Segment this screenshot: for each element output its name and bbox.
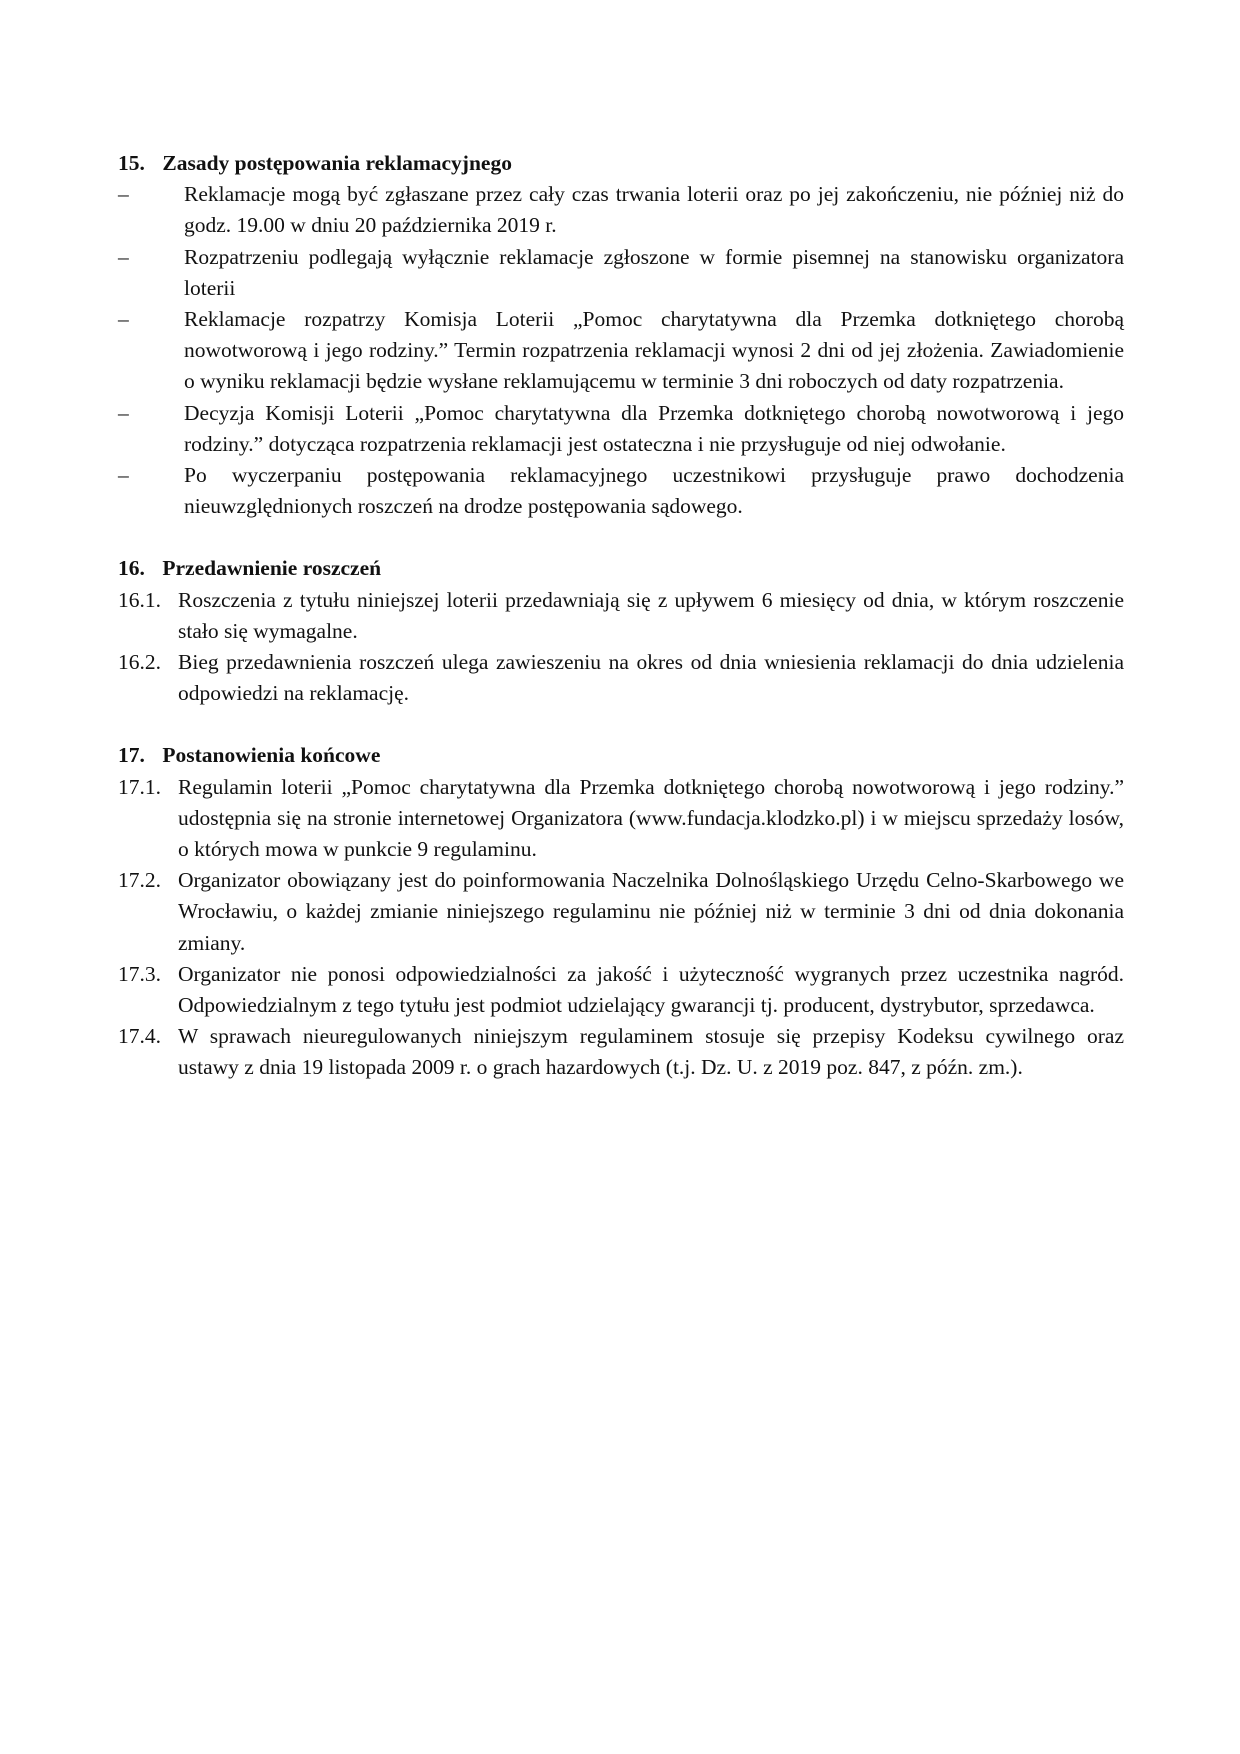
dash-bullet-icon: – <box>118 182 129 207</box>
clause-number: 17.2. <box>118 868 161 893</box>
list-item <box>118 242 1124 304</box>
clause-text: W sprawach nieuregulowanych niniejszym regulaminem stosuje się przepisy Kodeksu cywilnego oraz ustawy z dnia 19 listopada 2009 r. o grach hazardowych (t.j. Dz. U. z 2019 poz. 847, z późn. zm.). <box>178 1024 1124 1080</box>
section-title: Zasady postępowania reklamacyjnego <box>162 151 512 175</box>
clause-text: Organizator nie ponosi odpowiedzialności za jakość i użyteczność wygranych przez uczestnika nagród. Odpowiedzialnym z tego tytułu jest podmiot udzielający gwarancji tj. producent, dystrybutor, sprzedawca. <box>178 961 1124 1018</box>
section-17-final-provisions <box>118 740 1124 1083</box>
list-item <box>118 865 1124 959</box>
list-item <box>118 959 1124 1021</box>
dash-bullet-icon: – <box>118 244 129 269</box>
clause-number: 17.1. <box>118 774 161 799</box>
numbered-list <box>118 585 1124 710</box>
list-item <box>118 179 1124 241</box>
list-item <box>118 304 1124 398</box>
section-title: Przedawnienie roszczeń <box>162 556 382 581</box>
section-15-complaints <box>118 148 1124 522</box>
section-title: Postanowienia końcowe <box>162 743 381 768</box>
section-heading <box>118 148 1124 179</box>
section-heading <box>118 553 1124 584</box>
clause-number: 17.4. <box>118 1024 161 1049</box>
list-item <box>118 1021 1124 1083</box>
section-16-limitation <box>118 553 1124 709</box>
list-item-text: Reklamacje mogą być zgłaszane przez cały czas trwania loterii oraz po jej zakończeniu, nie później niż do godz. 19.00 w dniu 20 października 2019 r. <box>184 182 1124 238</box>
dash-bullet-icon: – <box>118 463 129 488</box>
numbered-list <box>118 772 1124 1084</box>
list-item-text: Decyzja Komisji Loterii „Pomoc charytatywna dla Przemka dotkniętego chorobą nowotworową i jego rodziny.” dotycząca rozpatrzenia reklamacji jest ostateczna i nie przysługuje od niej odwołanie. <box>184 400 1124 456</box>
dash-list <box>118 179 1124 522</box>
clause-text: Regulamin loterii „Pomoc charytatywna dla Przemka dotkniętego chorobą nowotworową i jego rodziny.” udostępnia się na stronie internetowej Organizatora (www.fundacja.klodzko.pl) i w miejscu sprzedaży losów, o których mowa w punkcie 9 regulaminu. <box>178 774 1124 862</box>
list-item <box>118 460 1124 522</box>
list-item-text: Rozpatrzeniu podlegają wyłącznie reklamacje zgłoszone w formie pisemnej na stanowisku organizatora loterii <box>184 244 1124 300</box>
list-item <box>118 398 1124 460</box>
clause-number: 16.1. <box>118 587 161 612</box>
clause-text: Roszczenia z tytułu niniejszej loterii przedawniają się z upływem 6 miesięcy od dnia, w którym roszczenie stało się wymagalne. <box>178 587 1124 643</box>
clause-number: 16.2. <box>118 650 161 675</box>
clause-text: Organizator obowiązany jest do poinformowania Naczelnika Dolnośląskiego Urzędu Celno-Skarbowego we Wrocławiu, o każdej zmianie niniejszego regulaminu nie później niż w terminie 3 dni od dnia dokonania zmiany. <box>178 868 1124 955</box>
list-item <box>118 585 1124 647</box>
list-item <box>118 772 1124 866</box>
section-heading <box>118 740 1124 771</box>
section-number: 16. <box>118 556 145 581</box>
list-item-text: Po wyczerpaniu postępowania reklamacyjnego uczestnikowi przysługuje prawo dochodzenia nieuwzględnionych roszczeń na drodze postępowania sądowego. <box>184 463 1124 519</box>
clause-number: 17.3. <box>118 961 161 986</box>
section-number: 17. <box>118 743 145 768</box>
dash-bullet-icon: – <box>118 400 129 425</box>
document-page <box>118 148 1124 1084</box>
list-item <box>118 647 1124 709</box>
clause-text: Bieg przedawnienia roszczeń ulega zawieszeniu na okres od dnia wniesienia reklamacji do dnia udzielenia odpowiedzi na reklamację. <box>178 650 1124 706</box>
dash-bullet-icon: – <box>118 307 129 332</box>
section-number: 15. <box>118 151 145 175</box>
list-item-text: Reklamacje rozpatrzy Komisja Loterii „Pomoc charytatywna dla Przemka dotkniętego chorobą nowotworową i jego rodziny.” Termin rozpatrzenia reklamacji wynosi 2 dni od jej złożenia. Zawiadomienie o wyniku reklamacji będzie wysłane reklamującemu w terminie 3 dni roboczych od daty rozpatrzenia. <box>184 307 1124 394</box>
